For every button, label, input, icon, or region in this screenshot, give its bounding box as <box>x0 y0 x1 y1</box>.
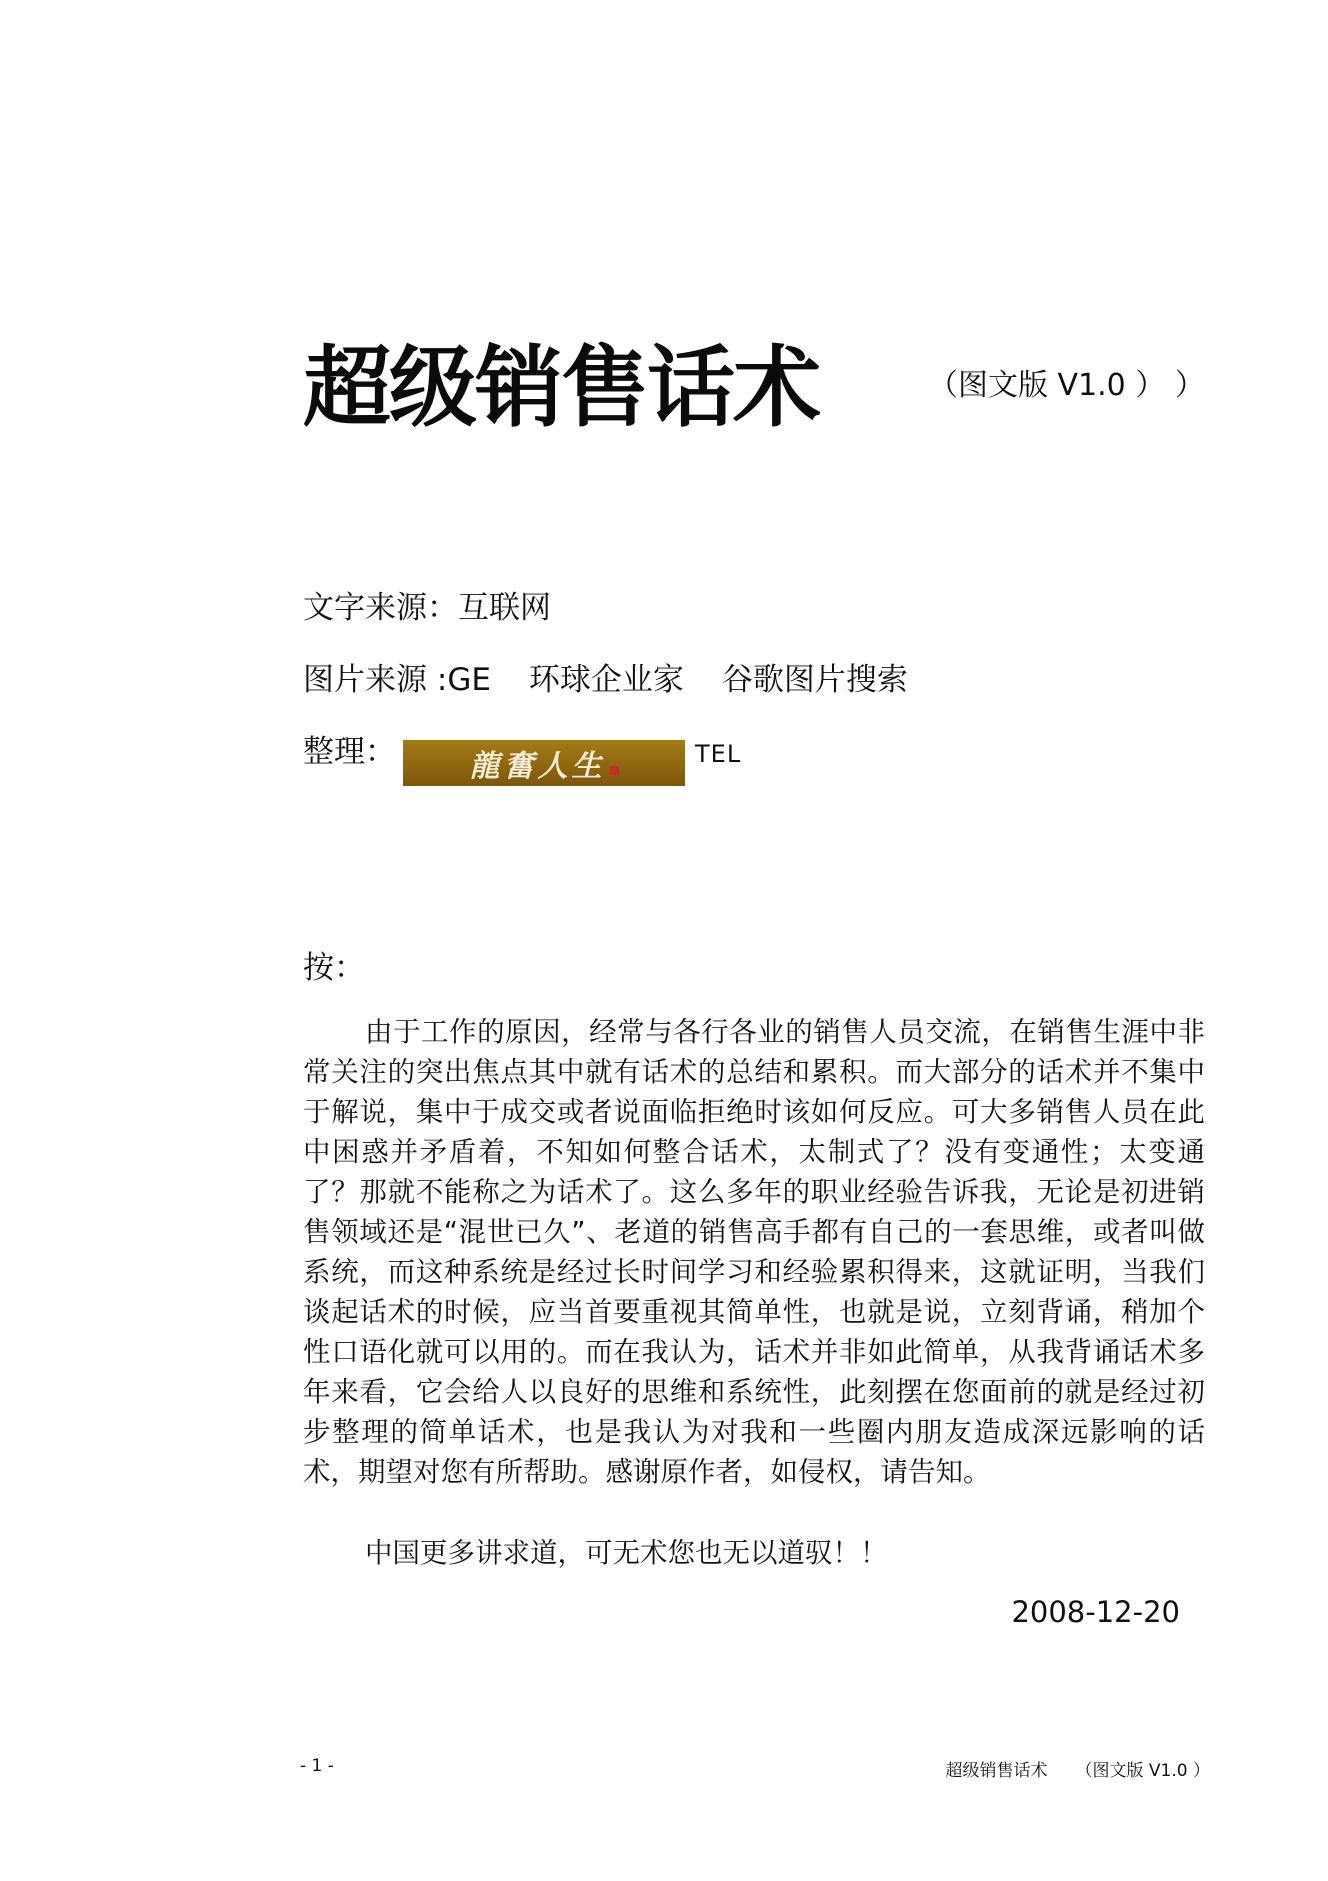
preface-date: 2008-12-20 <box>1011 1595 1180 1629</box>
image-source-label: 图片来源 : <box>303 662 448 698</box>
compiler-signature-image <box>403 740 685 786</box>
footer-page-number: - 1 - <box>300 1756 334 1776</box>
text-source-label: 文字来源： <box>303 590 458 626</box>
preface-closing: 中国更多讲求道，可无术您也无以道驭！！ <box>365 1537 888 1569</box>
image-source-entrepreneur: 环球企业家 <box>528 662 684 698</box>
compiler-signature-text: 龍奮人生 <box>469 749 606 784</box>
tel-label: TEL <box>695 740 742 768</box>
seal-mark <box>610 766 619 775</box>
image-source-ge: GE <box>447 662 491 698</box>
text-source-value: 互联网 <box>458 590 551 626</box>
image-source-line <box>303 660 908 700</box>
preface-paragraph: 由于工作的原因，经常与各行各业的销售人员交流，在销售生涯中非常关注的突出焦点其中就有话术的总结和累积。而大部分的话术并不集中于解说，集中于成交或者说面临拒绝时该如何反应。可大多销售人员在此中困惑并矛盾着，不知如何整合话术，太制式了？没有变通性；太变通了？那就不能称之为话术了。这么多年的职业经验告诉我，无论是初进销售领域还是“混世已久”、老道的销售高手都有自己的一套思维，或者叫做系统，而这种系统是经过长时间学习和经验累积得来，这就证明，当我们谈起话术的时候，应当首要重视其简单性，也就是说，立刻背诵，稍加个性口语化就可以用的。而在我认为，话术并非如此简单，从我背诵话术多年来看，它会给人以良好的思维和系统性，此刻摆在您面前的就是经过初步整理的简单话术，也是我认为对我和一些圈内朋友造成深远影响的话术，期望对您有所帮助。感谢原作者，如侵权，请告知。 <box>303 1016 1205 1488</box>
footer-title: 超级销售话术 <box>945 1761 1048 1781</box>
footer-edition: （图文版 V1.0 ） <box>1075 1761 1210 1781</box>
image-source-google: 谷歌图片搜索 <box>721 662 908 698</box>
compiler-label: 整理： <box>303 734 396 770</box>
text-source-line <box>303 588 551 628</box>
edition-subtitle: （图文版 V1.0 ） ） <box>928 368 1205 403</box>
title-block <box>303 338 1223 438</box>
footer-doc-title <box>946 1756 1210 1781</box>
preface-heading: 按： <box>303 950 365 986</box>
main-title: 超级销售话术 <box>303 336 820 439</box>
